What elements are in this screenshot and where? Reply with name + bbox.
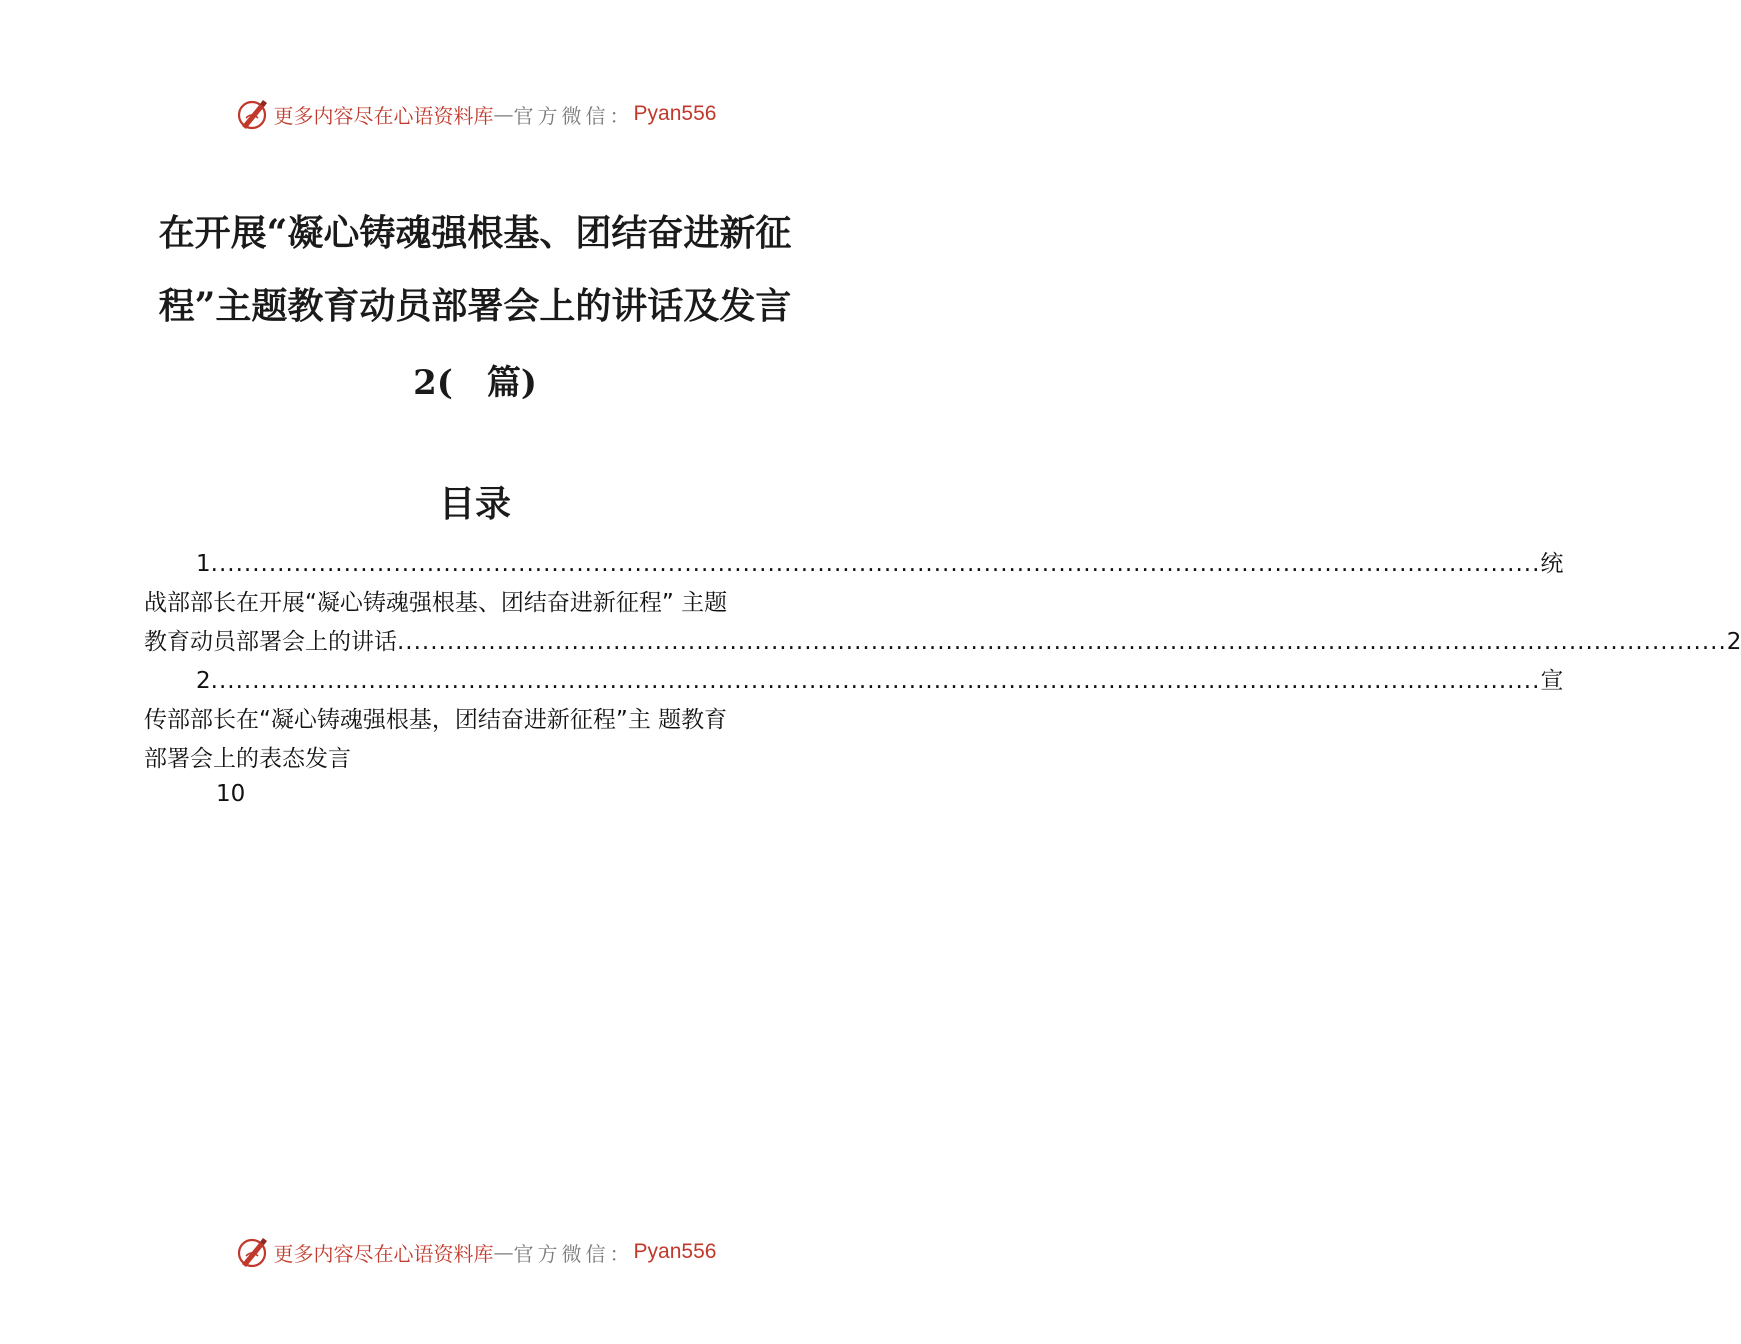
toc-entry-title-line: 传部部长在“凝心铸魂强根基，团结奋进新征程”主 题教育 [144,707,728,733]
toc-entry-number: 1 [196,551,211,577]
toc-leader-dots: ................................................................................................................................................................ [210,551,1541,577]
toc-entry-line [144,545,1564,584]
header-banner [0,94,950,134]
toc-entry-line [144,623,1741,662]
toc-entry-title-end: 部署会上的表态发言 [144,746,351,772]
toc-leader-dots: ................................................................................................................................................................ [397,629,1727,655]
toc-entry-line [144,662,1564,701]
toc-entry-page: 10 [216,781,246,807]
banner-separator: — [493,1240,514,1264]
toc-entry-title-line: 战部部长在开展“凝心铸魂强根基、团结奋进新征程” 主题 [144,590,728,616]
document-title-line-3: 2( 篇) [413,363,537,403]
pen-circle-logo-icon [234,1234,270,1270]
footer-banner [0,1232,950,1272]
toc-heading: 目录 [438,483,511,525]
toc-entry-first-char: 宣 [1540,668,1564,694]
banner-wechat-label: 官方微信： [513,1241,634,1266]
banner-text: 更多内容尽在心语资料库 [273,103,494,128]
banner-text: 更多内容尽在心语资料库 [273,1241,494,1266]
banner-separator: — [493,102,514,126]
toc-entry-2[interactable] [144,662,1564,809]
banner-wechat-label: 官方微信： [513,103,634,128]
toc-entry-1[interactable] [144,545,1741,662]
document-title-line-2: 程”主题教育动员部署会上的讲话及发言 [158,285,792,327]
banner-wechat-id: Pyan556 [633,102,717,125]
banner-wechat-id: Pyan556 [633,1240,717,1263]
toc-entry-number: 2 [196,668,211,694]
toc-entry-page: 2 [1726,629,1741,655]
pen-circle-logo-icon [234,96,270,132]
toc-leader-dots: ................................................................................................................................................................ [210,668,1541,694]
toc-entry-title-end: 教育动员部署会上的讲话 [144,629,397,655]
document-title-line-1: 在开展“凝心铸魂强根基、团结奋进新征 [158,212,792,254]
toc-entry-first-char: 统 [1540,551,1564,577]
